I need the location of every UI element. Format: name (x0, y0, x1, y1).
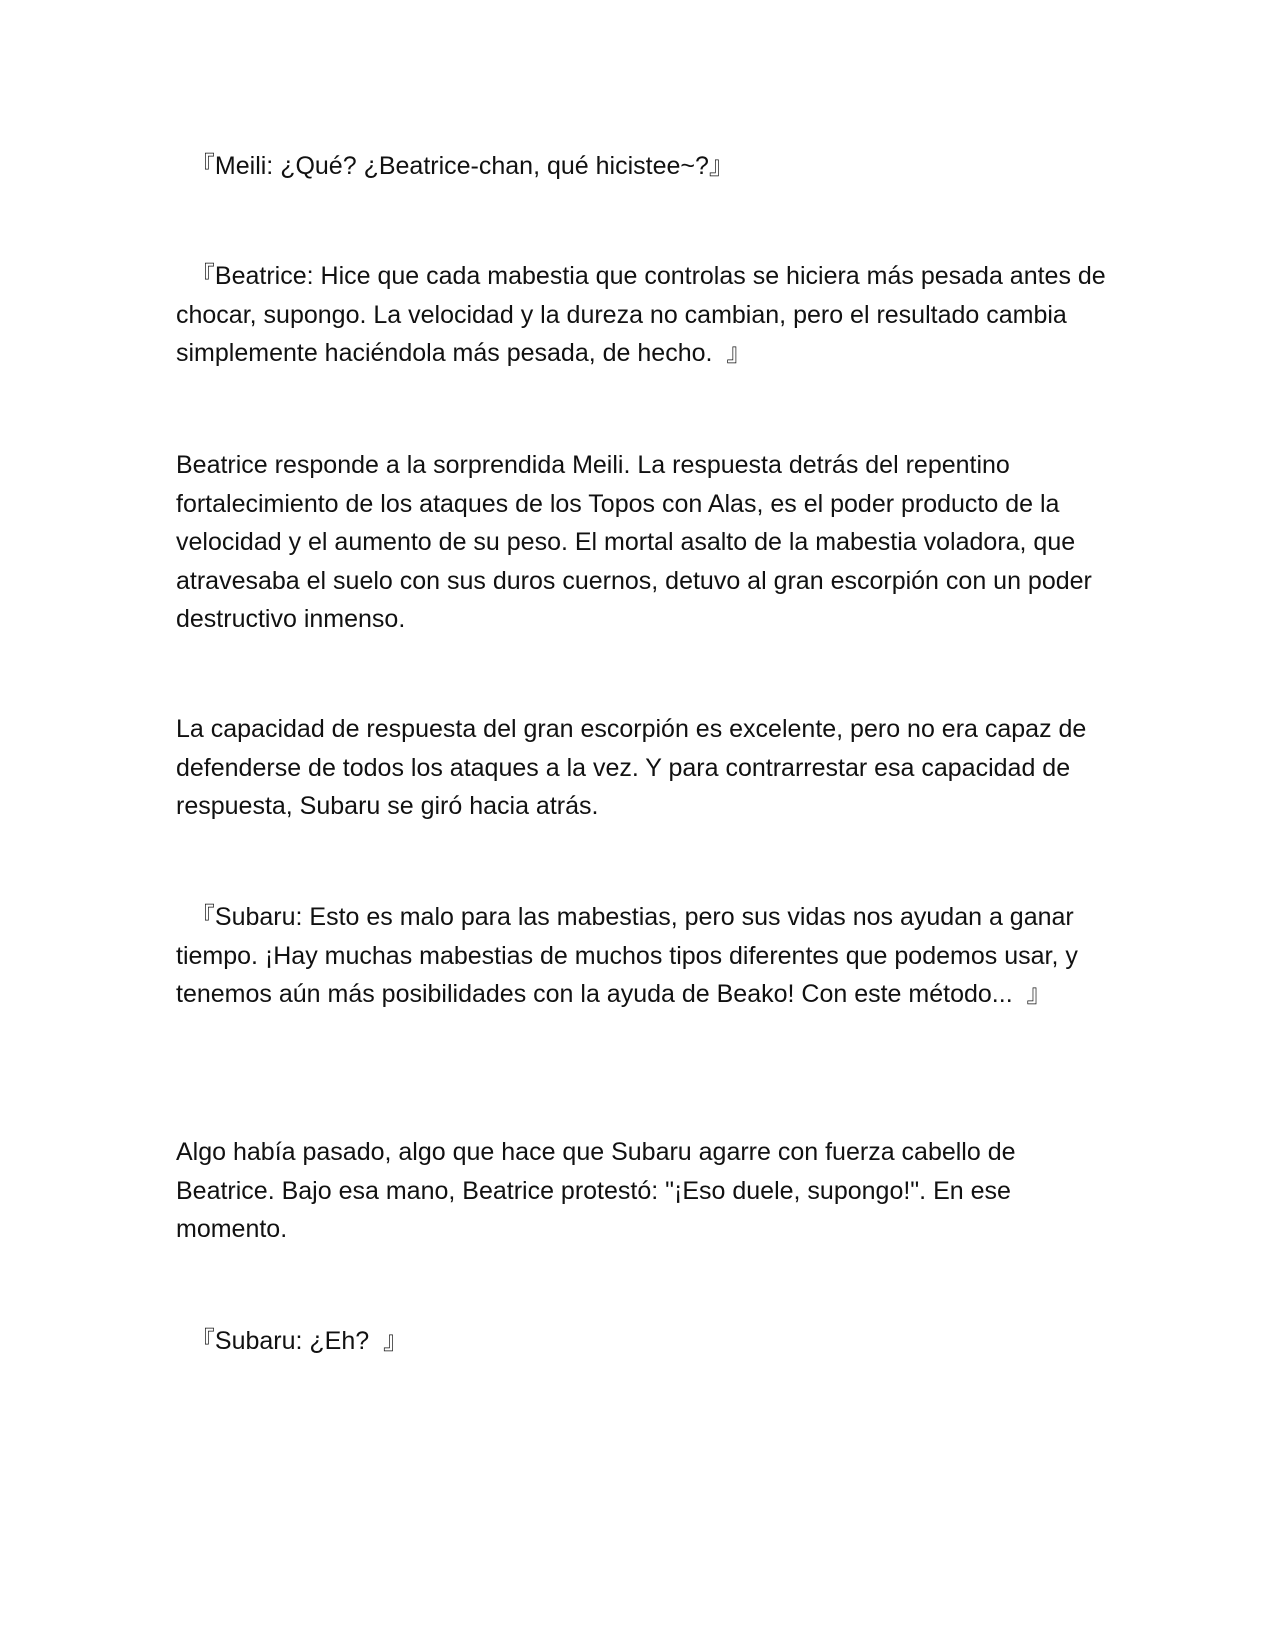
dialogue-subaru-1: 『Subaru: Esto es malo para las mabestias, pero sus vidas nos ayudan a ganar tiempo. ¡Hay muchas mabestias de muchos tipos diferentes que podemos usar, y tenemos aún más posibilidades con la ayuda de Beako! Con este método... 』 (176, 903, 1085, 1008)
dialogue-subaru-2: 『Subaru: ¿Eh? 』 (176, 1327, 409, 1355)
dialogue-beatrice: 『Beatrice: Hice que cada mabestia que controlas se hiciera más pesada antes de chocar, supongo. La velocidad y la dureza no cambian, pero el resultado cambia simplemente haciéndola más pesada, de hecho. 』 (176, 262, 1113, 367)
narration-paragraph-3: Algo había pasado, algo que hace que Subaru agarre con fuerza cabello de Beatrice. Bajo esa mano, Beatrice protestó: "¡Eso duele, supongo!". En ese momento. (176, 1138, 1023, 1243)
narration-paragraph-1: Beatrice responde a la sorprendida Meili. La respuesta detrás del repentino fortalecimiento de los ataques de los Topos con Alas, es el poder producto de la velocidad y el aumento de su peso. El mortal asalto de la mabestia voladora, que atravesaba el suelo con sus duros cuernos, detuvo al gran escorpión con un poder destructivo inmenso. (176, 451, 1099, 633)
narration-paragraph-2: La capacidad de respuesta del gran escorpión es excelente, pero no era capaz de defenderse de todos los ataques a la vez. Y para contrarrestar esa capacidad de respuesta, Subaru se giró hacia atrás. (176, 715, 1094, 820)
dialogue-meili: 『Meili: ¿Qué? ¿Beatrice-chan, qué hicistee~?』 (176, 152, 734, 180)
